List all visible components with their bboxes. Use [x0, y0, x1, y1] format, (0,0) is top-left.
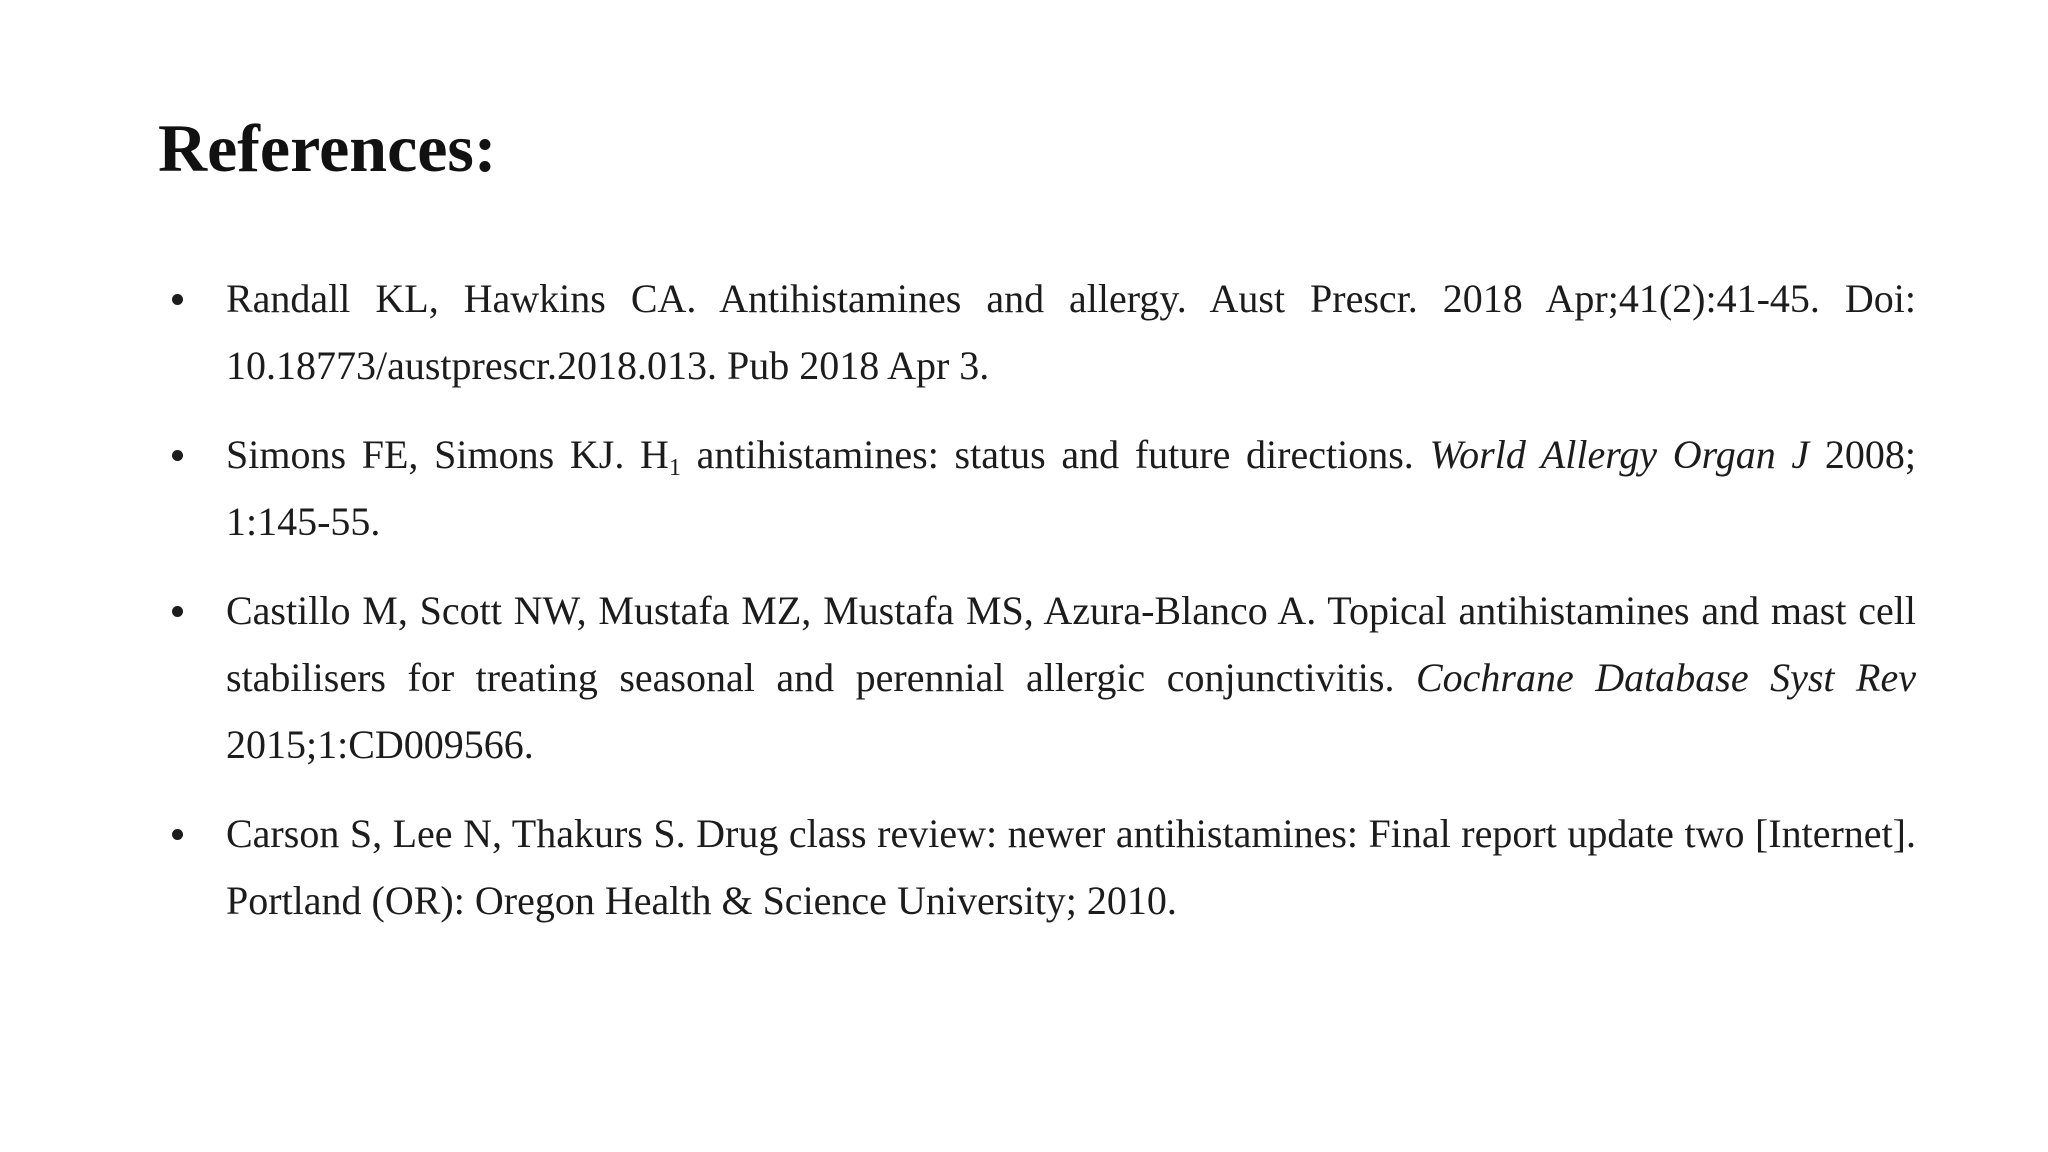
bullet-icon [172, 450, 183, 461]
reference-text: Carson S, Lee N, Thakurs S. Drug class review: newer antihistamines: Final report update two [Internet]. Portland (OR): Oregon Health & Science University; 2010. [226, 811, 1916, 923]
reference-text: Randall KL, Hawkins CA. Antihistamines and allergy. Aust Prescr. 2018 Apr;41(2):41-45. Doi: 10.18773/austprescr.2018.013. Pub 2018 Apr 3. [226, 276, 1916, 388]
reference-item-4 [158, 800, 1916, 934]
journal-name: World Allergy Organ J [1429, 432, 1810, 477]
reference-item-1 [158, 265, 1916, 399]
reference-citation: 2015;1:CD009566. [226, 722, 534, 767]
reference-authors-title: Simons FE, Simons KJ. H [226, 432, 669, 477]
reference-item-2 [158, 421, 1916, 555]
subscript: 1 [668, 455, 681, 482]
bullet-icon [172, 829, 183, 840]
reference-item-3 [158, 577, 1916, 778]
reference-title: antihistamines: status and future directions. [680, 432, 1430, 477]
bullet-icon [172, 294, 183, 305]
bullet-icon [172, 606, 183, 617]
reference-citation: 2008; 1:145-55. [226, 432, 1917, 544]
reference-list [158, 265, 1916, 956]
journal-name: Cochrane Database Syst Rev [1415, 655, 1916, 700]
page-title: References: [158, 110, 497, 186]
reference-authors-title: Castillo M, Scott NW, Mustafa MZ, Mustafa MS, Azura-Blanco A. Topical antihistamines and mast cell stabilisers for treating seasonal and perennial allergic conjunctivitis. [226, 588, 1916, 700]
